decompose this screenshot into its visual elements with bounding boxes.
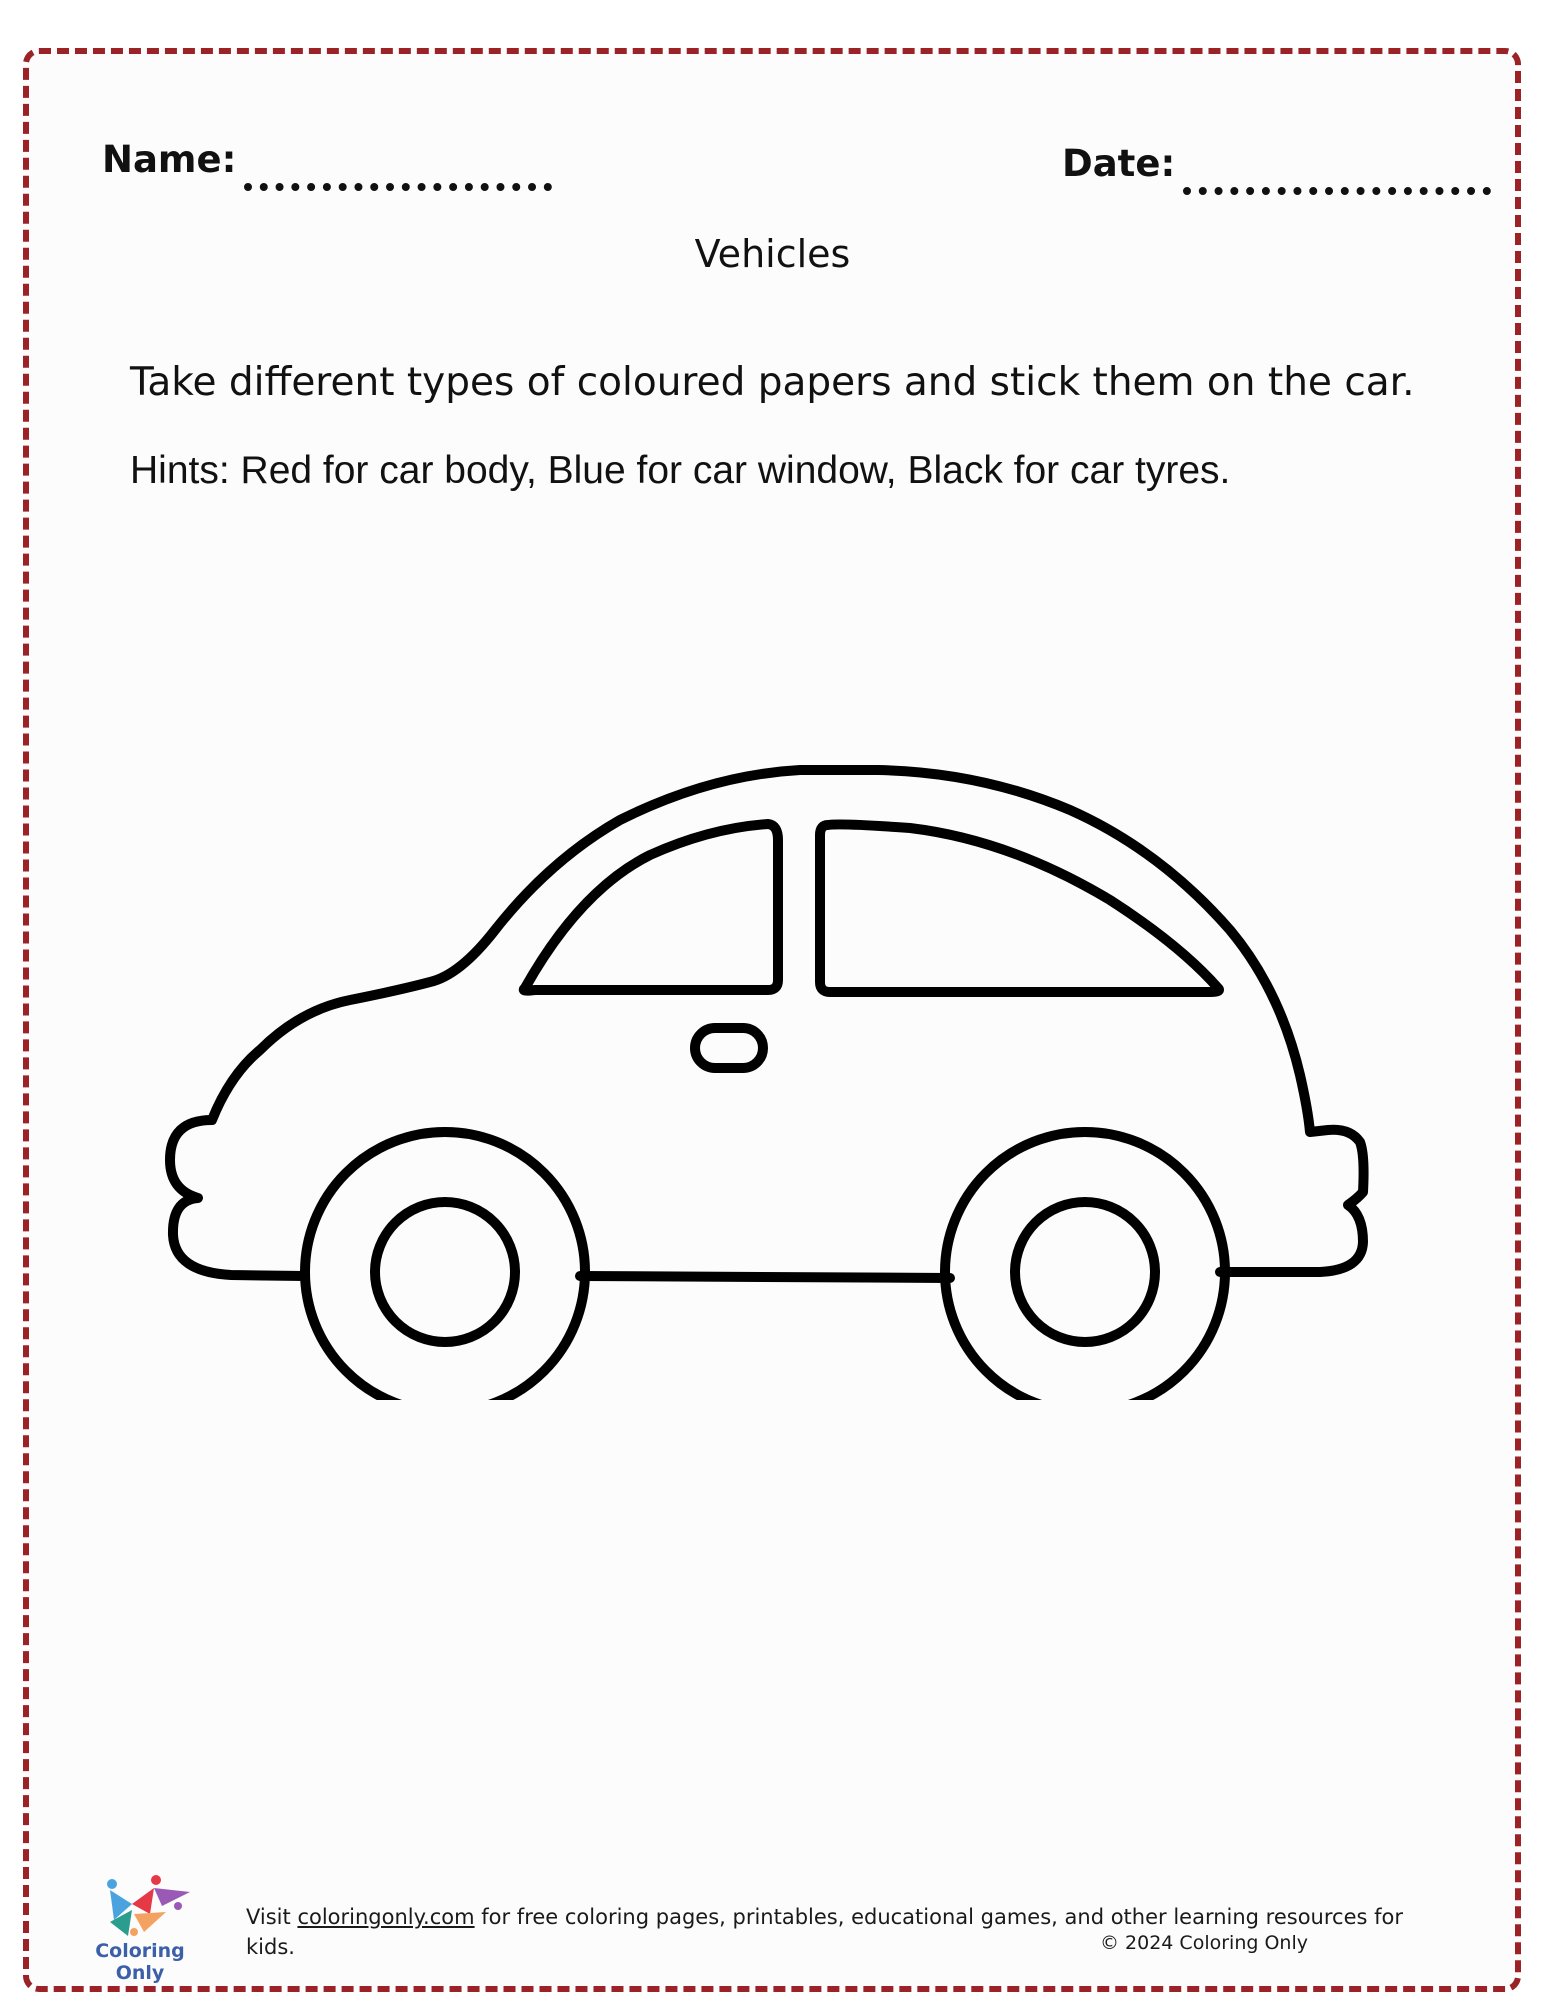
date-label: Date:	[1062, 142, 1176, 185]
coloring-only-logo-icon	[70, 1870, 210, 1940]
front-wheel-inner	[375, 1202, 515, 1342]
instruction-text: Take different types of coloured papers and stick them on the car.	[130, 360, 1415, 405]
date-field	[1062, 142, 1491, 185]
rear-window-outline	[820, 824, 1219, 992]
car-body-outline	[170, 770, 1364, 1276]
name-blank-line	[244, 183, 552, 191]
coloring-only-logo	[70, 1870, 210, 1984]
footer-site-link[interactable]: coloringonly.com	[297, 1905, 475, 1929]
date-blank-line	[1183, 187, 1491, 195]
door-handle	[695, 1028, 763, 1068]
car-underside	[580, 1276, 950, 1278]
front-wheel-outer	[305, 1132, 585, 1400]
front-window-outline	[524, 824, 778, 991]
name-label: Name:	[102, 138, 237, 181]
copyright-text: © 2024 Coloring Only	[1100, 1932, 1308, 1954]
car-outline-icon	[150, 730, 1380, 1400]
footer-visit-suffix: for free coloring pages, printables, educational games, and other learning resources for kids.	[246, 1905, 1403, 1959]
rear-wheel-inner	[1015, 1202, 1155, 1342]
logo-text: Coloring Only	[95, 1940, 185, 1984]
hints-text: Hints: Red for car body, Blue for car window, Black for car tyres.	[130, 449, 1231, 492]
name-field	[102, 138, 552, 181]
rear-wheel-outer	[945, 1132, 1225, 1400]
footer-visit-prefix: Visit	[246, 1905, 298, 1929]
worksheet-title: Vehicles	[694, 232, 851, 276]
